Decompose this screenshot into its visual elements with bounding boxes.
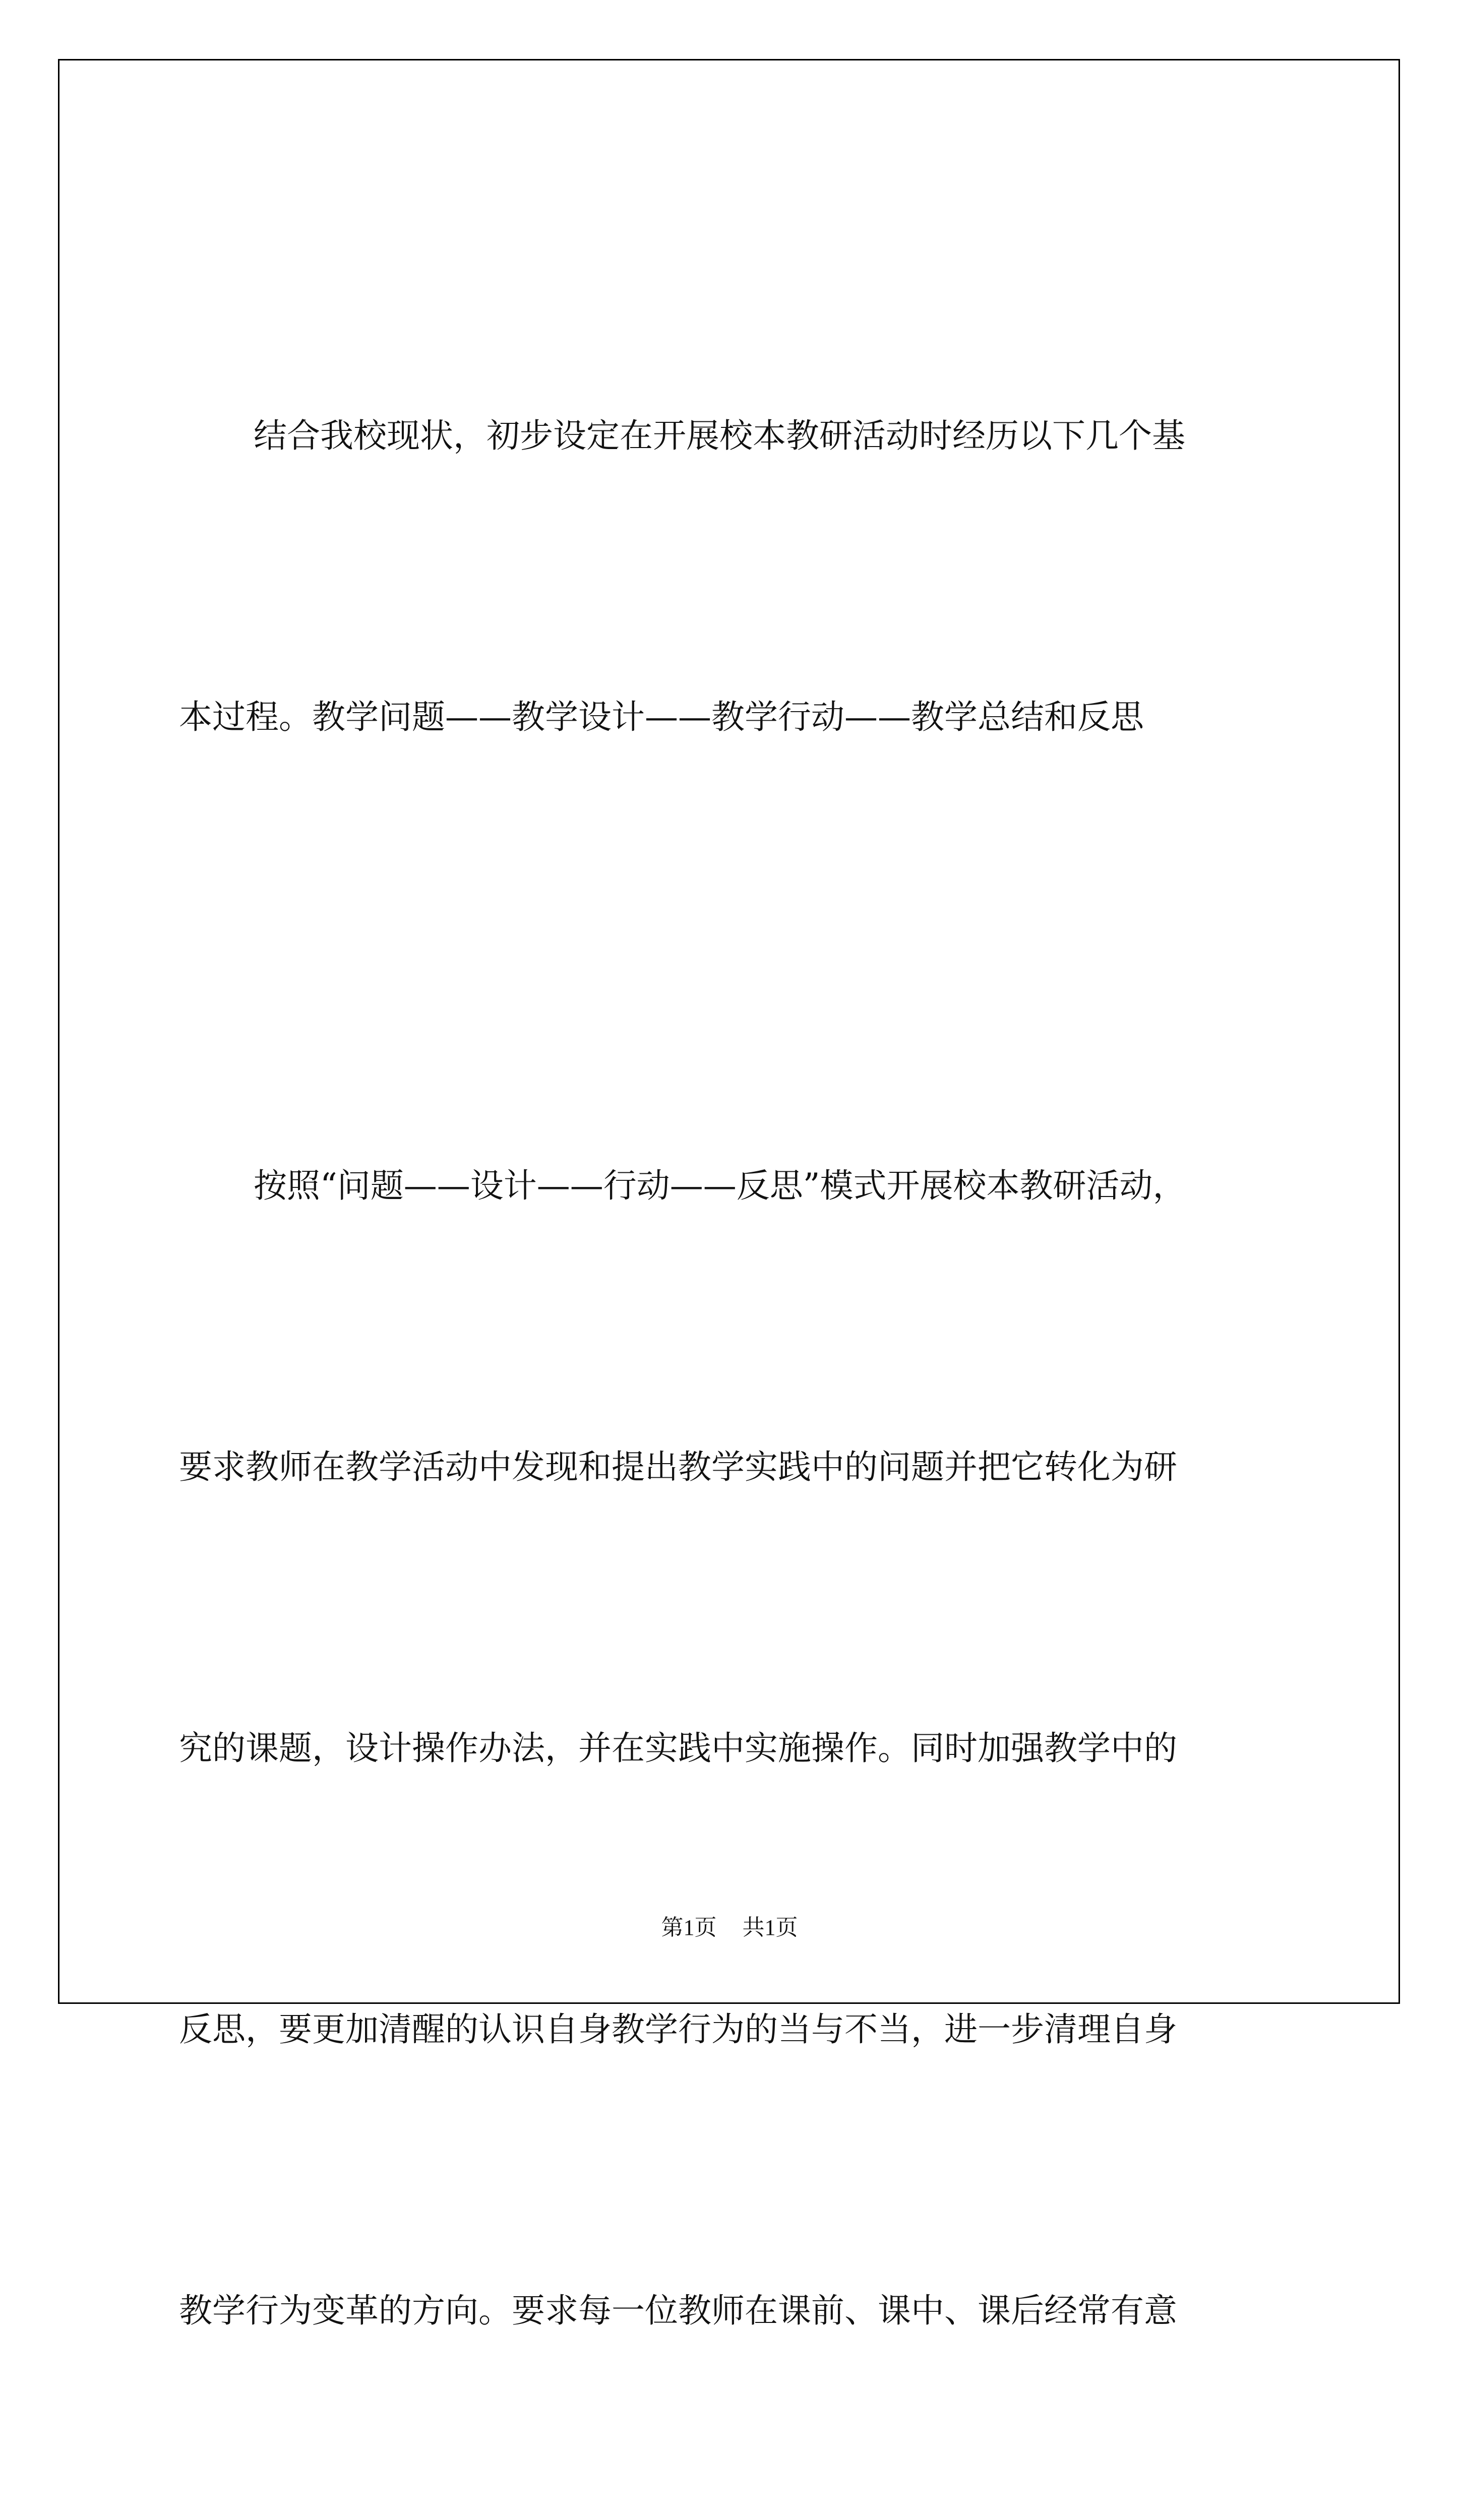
page-footer (0, 1909, 1459, 1941)
text-line: 结合我校现状，初步设定在开展校本教研活动时经历以下几个基 (254, 416, 1185, 455)
text-line: 按照“问题——设计——行动——反思”模式开展校本教研活动， (254, 1166, 1186, 1205)
paragraph-2 (179, 952, 1278, 2520)
page-number-total: 共1页 (742, 1915, 798, 1940)
text-line: 本过程。教学问题——教学设计——教学行动——教学总结和反思 (179, 698, 1144, 736)
page-number-current: 第1页 (661, 1915, 717, 1940)
text-line: 究的课题，设计操作办法，并在实践中实施操作。同时加强教学中的 (179, 1729, 1177, 1768)
text-line: 教学行为变革的方向。要求每一位教师在课前、课中、课后经常有意 (179, 2291, 1177, 2330)
text-line: 要求教师在教学活动中发现和提出教学实践中的问题并把它转化为研 (179, 1447, 1177, 1486)
text-line: 反思，要更加清醒的认识自身教学行为的当与不当，进一步清理自身 (179, 2010, 1177, 2049)
paragraph-1 (179, 202, 1278, 952)
document-body (179, 202, 1278, 2520)
